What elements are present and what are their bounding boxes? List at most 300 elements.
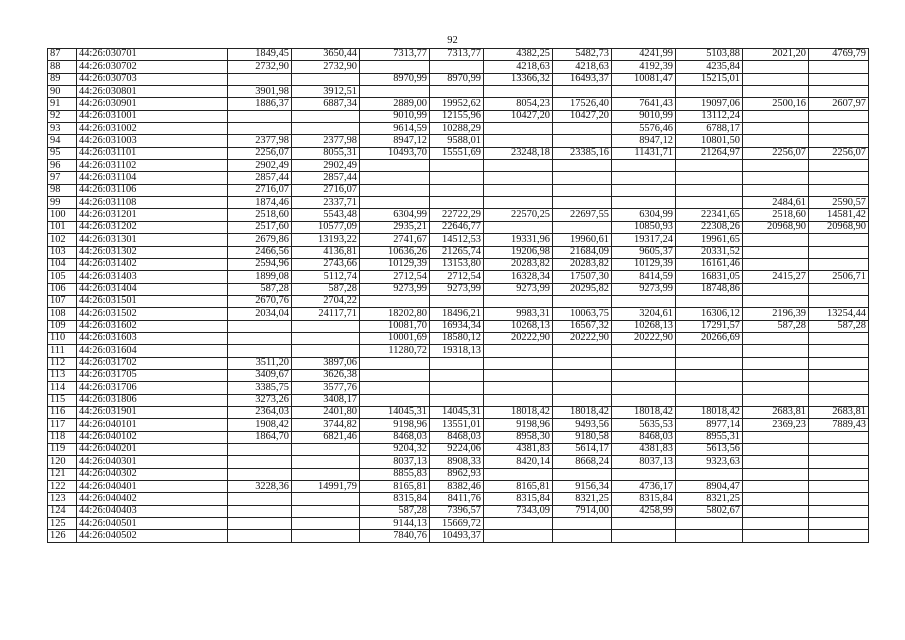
value-cell: 9198,96: [360, 419, 430, 431]
value-cell: [809, 246, 869, 258]
cadastral-number-cell: 44:26:040301: [77, 456, 228, 468]
value-cell: 22722,29: [430, 209, 484, 221]
table-row: [48, 456, 869, 468]
value-cell: 20283,82: [484, 258, 553, 270]
value-cell: 6788,17: [676, 123, 743, 135]
value-cell: [228, 123, 292, 135]
table-row: [48, 160, 869, 172]
value-cell: 19318,13: [430, 345, 484, 357]
table-row: [48, 369, 869, 381]
value-cell: [553, 135, 612, 147]
value-cell: [676, 295, 743, 307]
value-cell: 2935,21: [360, 221, 430, 233]
row-number-cell: 93: [48, 123, 77, 135]
table-row: [48, 320, 869, 332]
cadastral-number-cell: 44:26:031404: [77, 283, 228, 295]
cadastral-number-cell: 44:26:040501: [77, 518, 228, 530]
value-cell: 587,28: [360, 505, 430, 517]
table-row: [48, 444, 869, 456]
value-cell: [612, 160, 676, 172]
value-cell: 8904,47: [676, 481, 743, 493]
value-cell: 3912,51: [292, 86, 360, 98]
value-cell: 8977,14: [676, 419, 743, 431]
value-cell: 11431,71: [612, 147, 676, 159]
value-cell: [484, 86, 553, 98]
value-cell: 2857,44: [228, 172, 292, 184]
cadastral-number-cell: 44:26:040502: [77, 530, 228, 542]
value-cell: [430, 382, 484, 394]
value-cell: 5613,56: [676, 444, 743, 456]
cadastral-number-cell: 44:26:031901: [77, 406, 228, 418]
value-cell: 9605,37: [612, 246, 676, 258]
value-cell: 7889,43: [809, 419, 869, 431]
value-cell: 8970,99: [360, 73, 430, 85]
cadastral-number-cell: 44:26:031201: [77, 209, 228, 221]
value-cell: 14991,79: [292, 481, 360, 493]
table-row: [48, 123, 869, 135]
value-cell: [360, 172, 430, 184]
value-cell: 5576,46: [612, 123, 676, 135]
value-cell: 18018,42: [484, 406, 553, 418]
value-cell: [484, 518, 553, 530]
row-number-cell: 89: [48, 73, 77, 85]
value-cell: 4381,83: [612, 444, 676, 456]
value-cell: 587,28: [809, 320, 869, 332]
cadastral-number-cell: 44:26:031403: [77, 271, 228, 283]
value-cell: 8321,25: [553, 493, 612, 505]
value-cell: [484, 221, 553, 233]
value-cell: [484, 197, 553, 209]
row-number-cell: 98: [48, 184, 77, 196]
table-row: [48, 518, 869, 530]
cadastral-number-cell: 44:26:031702: [77, 357, 228, 369]
value-cell: [676, 382, 743, 394]
row-number-cell: 118: [48, 431, 77, 443]
value-cell: 4382,25: [484, 49, 553, 61]
value-cell: 8955,31: [676, 431, 743, 443]
value-cell: [553, 369, 612, 381]
value-cell: 4241,99: [612, 49, 676, 61]
value-cell: [743, 394, 809, 406]
value-cell: 2364,03: [228, 406, 292, 418]
value-cell: 15215,01: [676, 73, 743, 85]
value-cell: [743, 295, 809, 307]
value-cell: [676, 197, 743, 209]
row-number-cell: 112: [48, 357, 77, 369]
value-cell: [228, 468, 292, 480]
table-row: [48, 209, 869, 221]
row-number-cell: 119: [48, 444, 77, 456]
value-cell: 18018,42: [612, 406, 676, 418]
value-cell: 18748,86: [676, 283, 743, 295]
value-cell: 1908,42: [228, 419, 292, 431]
cadastral-number-cell: 44:26:031104: [77, 172, 228, 184]
row-number-cell: 100: [48, 209, 77, 221]
value-cell: 6821,46: [292, 431, 360, 443]
value-cell: 5635,53: [612, 419, 676, 431]
value-cell: 18018,42: [676, 406, 743, 418]
value-cell: 2889,00: [360, 98, 430, 110]
value-cell: 8468,03: [430, 431, 484, 443]
value-cell: 8382,46: [430, 481, 484, 493]
cadastral-number-cell: 44:26:040401: [77, 481, 228, 493]
value-cell: [676, 394, 743, 406]
value-cell: 3897,06: [292, 357, 360, 369]
value-cell: 8315,84: [612, 493, 676, 505]
value-cell: 9198,96: [484, 419, 553, 431]
value-cell: [360, 369, 430, 381]
value-cell: 3228,36: [228, 481, 292, 493]
value-cell: [676, 357, 743, 369]
value-cell: 16934,34: [430, 320, 484, 332]
value-cell: [553, 221, 612, 233]
table-row: [48, 394, 869, 406]
value-cell: 2021,20: [743, 49, 809, 61]
value-cell: [743, 184, 809, 196]
value-cell: 17291,57: [676, 320, 743, 332]
value-cell: 20222,90: [484, 332, 553, 344]
value-cell: 2902,49: [228, 160, 292, 172]
value-cell: [292, 456, 360, 468]
table-row: [48, 234, 869, 246]
row-number-cell: 124: [48, 505, 77, 517]
row-number-cell: 109: [48, 320, 77, 332]
value-cell: [809, 160, 869, 172]
value-cell: 9273,99: [612, 283, 676, 295]
value-cell: 9588,01: [430, 135, 484, 147]
table-row: [48, 221, 869, 233]
table-row: [48, 382, 869, 394]
value-cell: [743, 283, 809, 295]
value-cell: 9323,63: [676, 456, 743, 468]
value-cell: [676, 345, 743, 357]
value-cell: [612, 345, 676, 357]
value-cell: [292, 123, 360, 135]
row-number-cell: 126: [48, 530, 77, 542]
value-cell: [676, 160, 743, 172]
value-cell: 3577,76: [292, 382, 360, 394]
value-cell: 5802,67: [676, 505, 743, 517]
value-cell: 9273,99: [430, 283, 484, 295]
value-cell: 2594,96: [228, 258, 292, 270]
cadastral-number-cell: 44:26:031101: [77, 147, 228, 159]
value-cell: 16306,12: [676, 308, 743, 320]
table-row: [48, 345, 869, 357]
value-cell: [228, 73, 292, 85]
value-cell: 19960,61: [553, 234, 612, 246]
value-cell: [809, 73, 869, 85]
value-cell: 8908,33: [430, 456, 484, 468]
value-cell: 21265,74: [430, 246, 484, 258]
value-cell: [430, 172, 484, 184]
value-cell: 4258,99: [612, 505, 676, 517]
value-cell: [809, 468, 869, 480]
cadastral-number-cell: 44:26:031604: [77, 345, 228, 357]
cadastral-number-cell: 44:26:040102: [77, 431, 228, 443]
value-cell: 7396,57: [430, 505, 484, 517]
value-cell: 20968,90: [743, 221, 809, 233]
table-row: [48, 357, 869, 369]
row-number-cell: 101: [48, 221, 77, 233]
cadastral-number-cell: 44:26:030901: [77, 98, 228, 110]
value-cell: [743, 456, 809, 468]
value-cell: 22646,77: [430, 221, 484, 233]
value-cell: 2712,54: [360, 271, 430, 283]
value-cell: 23248,18: [484, 147, 553, 159]
value-cell: [743, 357, 809, 369]
value-cell: [809, 518, 869, 530]
value-cell: [743, 123, 809, 135]
value-cell: 7641,43: [612, 98, 676, 110]
value-cell: 10129,39: [612, 258, 676, 270]
value-cell: [612, 172, 676, 184]
value-cell: 2732,90: [292, 61, 360, 73]
value-cell: [553, 530, 612, 542]
value-cell: [360, 184, 430, 196]
value-cell: 19206,98: [484, 246, 553, 258]
value-cell: [743, 431, 809, 443]
value-cell: 1864,70: [228, 431, 292, 443]
cadastral-number-cell: 44:26:031302: [77, 246, 228, 258]
value-cell: 18018,42: [553, 406, 612, 418]
value-cell: [484, 172, 553, 184]
value-cell: 10636,26: [360, 246, 430, 258]
value-cell: [228, 345, 292, 357]
value-cell: [292, 444, 360, 456]
value-cell: 12155,96: [430, 110, 484, 122]
value-cell: [676, 530, 743, 542]
table-row: [48, 505, 869, 517]
value-cell: 16328,34: [484, 271, 553, 283]
value-cell: 2506,71: [809, 271, 869, 283]
value-cell: 2590,57: [809, 197, 869, 209]
value-cell: 7840,76: [360, 530, 430, 542]
value-cell: 20283,82: [553, 258, 612, 270]
value-cell: 2256,07: [228, 147, 292, 159]
value-cell: 7313,77: [360, 49, 430, 61]
value-cell: [809, 505, 869, 517]
value-cell: 15551,69: [430, 147, 484, 159]
value-cell: 13551,01: [430, 419, 484, 431]
table-body: [48, 49, 869, 543]
value-cell: 3408,17: [292, 394, 360, 406]
value-cell: [360, 197, 430, 209]
value-cell: [292, 530, 360, 542]
value-cell: [809, 382, 869, 394]
value-cell: [809, 481, 869, 493]
value-cell: [809, 530, 869, 542]
row-number-cell: 96: [48, 160, 77, 172]
value-cell: [676, 468, 743, 480]
value-cell: [809, 135, 869, 147]
value-cell: 10850,93: [612, 221, 676, 233]
value-cell: 8970,99: [430, 73, 484, 85]
value-cell: [612, 382, 676, 394]
table-row: [48, 271, 869, 283]
value-cell: 9180,58: [553, 431, 612, 443]
table-row: [48, 481, 869, 493]
value-cell: 10081,47: [612, 73, 676, 85]
row-number-cell: 87: [48, 49, 77, 61]
value-cell: 2377,98: [228, 135, 292, 147]
value-cell: 8054,23: [484, 98, 553, 110]
value-cell: 17507,30: [553, 271, 612, 283]
row-number-cell: 121: [48, 468, 77, 480]
value-cell: [809, 431, 869, 443]
value-cell: [676, 369, 743, 381]
value-cell: [292, 518, 360, 530]
cadastral-number-cell: 44:26:031705: [77, 369, 228, 381]
value-cell: 10427,20: [484, 110, 553, 122]
value-cell: [484, 345, 553, 357]
row-number-cell: 104: [48, 258, 77, 270]
value-cell: 8315,84: [484, 493, 553, 505]
table-row: [48, 295, 869, 307]
value-cell: 16567,32: [553, 320, 612, 332]
value-cell: 16831,05: [676, 271, 743, 283]
value-cell: [743, 468, 809, 480]
value-cell: [430, 86, 484, 98]
value-cell: 8055,31: [292, 147, 360, 159]
value-cell: 22308,26: [676, 221, 743, 233]
row-number-cell: 108: [48, 308, 77, 320]
value-cell: 9204,32: [360, 444, 430, 456]
value-cell: 1849,45: [228, 49, 292, 61]
table-row: [48, 61, 869, 73]
value-cell: 21264,97: [676, 147, 743, 159]
value-cell: 5543,48: [292, 209, 360, 221]
value-cell: 5614,17: [553, 444, 612, 456]
value-cell: 5103,88: [676, 49, 743, 61]
value-cell: 4381,83: [484, 444, 553, 456]
value-cell: 2034,04: [228, 308, 292, 320]
row-number-cell: 113: [48, 369, 77, 381]
value-cell: 4218,63: [553, 61, 612, 73]
value-cell: [430, 369, 484, 381]
value-cell: [809, 258, 869, 270]
value-cell: [484, 135, 553, 147]
value-cell: [743, 518, 809, 530]
value-cell: [743, 382, 809, 394]
value-cell: [743, 332, 809, 344]
cadastral-number-cell: 44:26:040402: [77, 493, 228, 505]
value-cell: [360, 295, 430, 307]
row-number-cell: 122: [48, 481, 77, 493]
value-cell: 1886,37: [228, 98, 292, 110]
value-cell: 5482,73: [553, 49, 612, 61]
value-cell: 19097,06: [676, 98, 743, 110]
value-cell: [743, 258, 809, 270]
value-cell: 2256,07: [743, 147, 809, 159]
value-cell: [809, 86, 869, 98]
value-cell: [612, 197, 676, 209]
value-cell: 8947,12: [360, 135, 430, 147]
value-cell: [484, 468, 553, 480]
table-row: [48, 419, 869, 431]
value-cell: 3901,98: [228, 86, 292, 98]
value-cell: 15669,72: [430, 518, 484, 530]
value-cell: 2377,98: [292, 135, 360, 147]
value-cell: [360, 357, 430, 369]
table-row: [48, 493, 869, 505]
value-cell: 19317,24: [612, 234, 676, 246]
table-row: [48, 135, 869, 147]
value-cell: 2741,67: [360, 234, 430, 246]
value-cell: 19961,65: [676, 234, 743, 246]
row-number-cell: 107: [48, 295, 77, 307]
value-cell: [553, 172, 612, 184]
value-cell: [612, 468, 676, 480]
cadastral-number-cell: 44:26:031102: [77, 160, 228, 172]
value-cell: [430, 394, 484, 406]
value-cell: [612, 394, 676, 406]
value-cell: 18202,80: [360, 308, 430, 320]
value-cell: 10288,29: [430, 123, 484, 135]
value-cell: 8165,81: [484, 481, 553, 493]
value-cell: [484, 160, 553, 172]
value-cell: [612, 86, 676, 98]
value-cell: [360, 382, 430, 394]
value-cell: [743, 86, 809, 98]
value-cell: 7343,09: [484, 505, 553, 517]
value-cell: 2517,60: [228, 221, 292, 233]
value-cell: 2732,90: [228, 61, 292, 73]
value-cell: 19331,96: [484, 234, 553, 246]
cadastral-number-cell: 44:26:040302: [77, 468, 228, 480]
value-cell: 8855,83: [360, 468, 430, 480]
value-cell: 9273,99: [360, 283, 430, 295]
value-cell: 6887,34: [292, 98, 360, 110]
row-number-cell: 116: [48, 406, 77, 418]
value-cell: 10268,13: [612, 320, 676, 332]
table-row: [48, 406, 869, 418]
value-cell: [743, 481, 809, 493]
value-cell: [292, 505, 360, 517]
value-cell: 587,28: [292, 283, 360, 295]
cadastral-number-cell: 44:26:031806: [77, 394, 228, 406]
value-cell: 2683,81: [809, 406, 869, 418]
value-cell: 10427,20: [553, 110, 612, 122]
value-cell: 9273,99: [484, 283, 553, 295]
value-cell: [228, 110, 292, 122]
value-cell: [743, 444, 809, 456]
cadastral-number-cell: 44:26:031002: [77, 123, 228, 135]
value-cell: 4235,84: [676, 61, 743, 73]
value-cell: [553, 123, 612, 135]
value-cell: 2518,60: [228, 209, 292, 221]
value-cell: [612, 184, 676, 196]
cadastral-number-cell: 44:26:031106: [77, 184, 228, 196]
value-cell: 2607,97: [809, 98, 869, 110]
value-cell: [676, 86, 743, 98]
value-cell: 3626,38: [292, 369, 360, 381]
value-cell: 13254,44: [809, 308, 869, 320]
cadastral-number-cell: 44:26:040201: [77, 444, 228, 456]
value-cell: 2716,07: [228, 184, 292, 196]
value-cell: [484, 382, 553, 394]
value-cell: 3650,44: [292, 49, 360, 61]
value-cell: [484, 123, 553, 135]
value-cell: [743, 345, 809, 357]
value-cell: [228, 505, 292, 517]
value-cell: [484, 530, 553, 542]
value-cell: [292, 332, 360, 344]
value-cell: [430, 357, 484, 369]
value-cell: 11280,72: [360, 345, 430, 357]
value-cell: 10577,09: [292, 221, 360, 233]
value-cell: 14581,42: [809, 209, 869, 221]
value-cell: 5112,74: [292, 271, 360, 283]
